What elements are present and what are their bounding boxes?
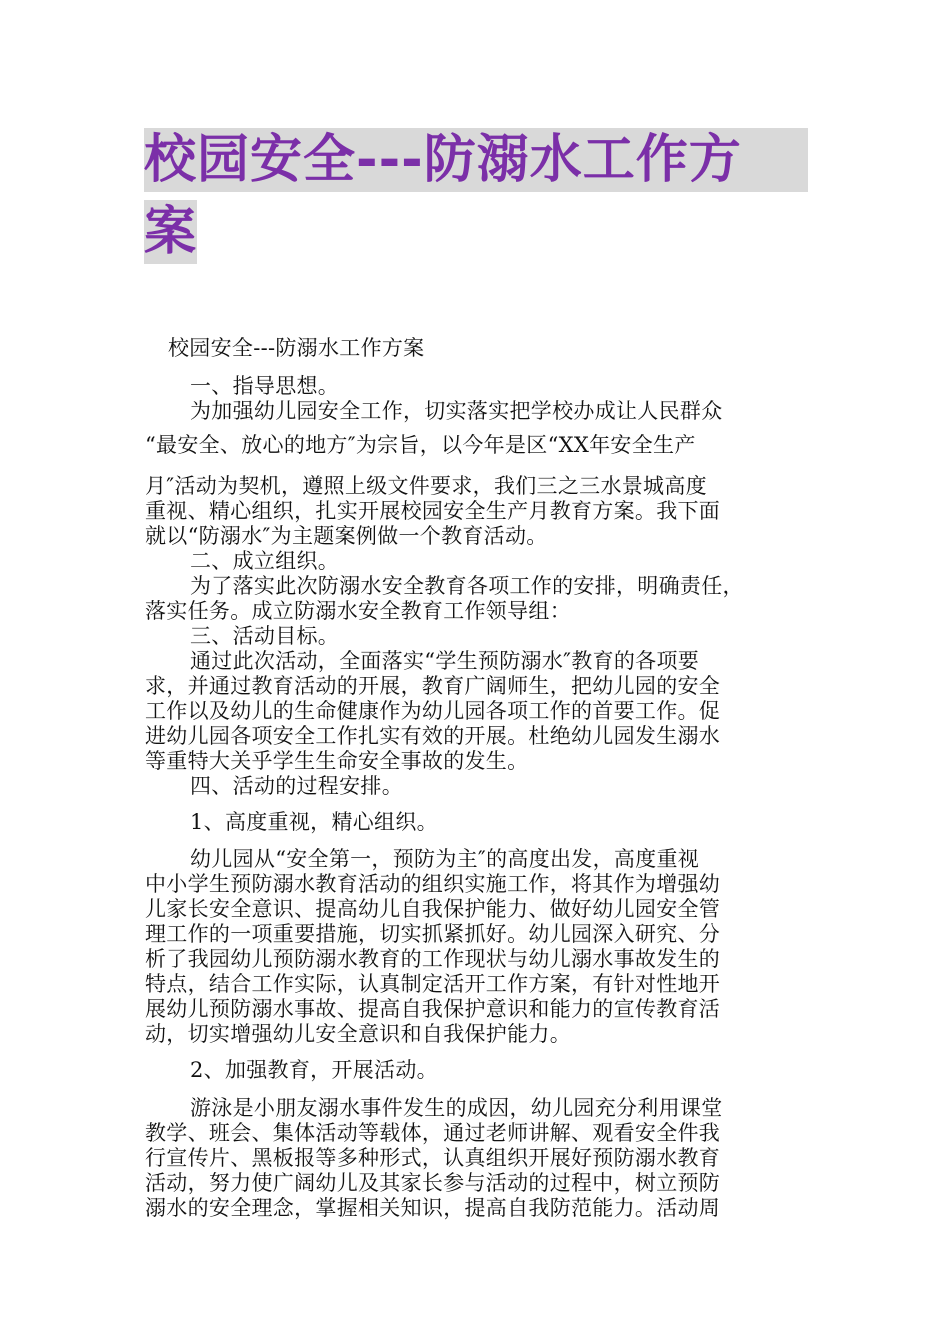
paragraph-1-line-4: 重视、精心组织，扎实开展校园安全生产月教育方案。我下面: [145, 499, 721, 523]
section-heading-2: 2、加强教育，开展活动。: [190, 1058, 438, 1082]
subtitle: 校园安全---防溺水工作方案: [168, 336, 425, 360]
title-line-2: 案: [144, 202, 198, 262]
heading-4: 四、活动的过程安排。: [190, 774, 403, 798]
title-line-1: 校园安全---防溺水工作方: [144, 128, 808, 192]
heading-3: 三、活动目标。: [190, 624, 340, 648]
paragraph-3-line-3: 工作以及幼儿的生命健康作为幼儿园各项工作的首要工作。促: [145, 699, 721, 723]
paragraph-5-line-1: 游泳是小朋友溺水事件发生的成因，幼儿园充分利用课堂: [190, 1096, 723, 1120]
paragraph-5-line-5: 溺水的安全理念，掌握相关知识，提高自我防范能力。活动周: [145, 1196, 721, 1220]
heading-1: 一、指导思想。: [190, 374, 340, 398]
paragraph-4-line-7: 展幼儿预防溺水事故、提高自我保护意识和能力的宣传教育活: [145, 997, 721, 1021]
section-heading-1: 1、高度重视，精心组织。: [190, 810, 438, 834]
paragraph-4-line-2: 中小学生预防溺水教育活动的组织实施工作，将其作为增强幼: [145, 872, 721, 896]
paragraph-1-line-1: 为加强幼儿园安全工作，切实落实把学校办成让人民群众: [190, 399, 723, 423]
paragraph-1-line-2: “最安全、放心的地方″为宗旨，以今年是区“XX年安全生产: [145, 433, 696, 457]
paragraph-4-line-6: 特点，结合工作实际，认真制定活开工作方案，有针对性地开: [145, 972, 721, 996]
paragraph-1-line-3: 月″活动为契机，遵照上级文件要求，我们三之三水景城高度: [145, 474, 707, 498]
paragraph-4-line-8: 动，切实增强幼儿安全意识和自我保护能力。: [145, 1022, 571, 1046]
paragraph-4-line-5: 析了我园幼儿预防溺水教育的工作现状与幼儿溺水事故发生的: [145, 947, 721, 971]
paragraph-4-line-4: 理工作的一项重要措施，切实抓紧抓好。幼儿园深入研究、分: [145, 922, 721, 946]
paragraph-1-line-5: 就以“防溺水″为主题案例做一个教育活动。: [145, 524, 548, 548]
document-title: [144, 128, 810, 268]
paragraph-4-line-3: 儿家长安全意识、提高幼儿自我保护能力、做好幼儿园安全管: [145, 897, 721, 921]
paragraph-3-line-2: 求，并通过教育活动的开展，教育广阔师生，把幼儿园的安全: [145, 674, 721, 698]
paragraph-5-line-4: 活动，努力使广阔幼儿及其家长参与活动的过程中，树立预防: [145, 1171, 721, 1195]
paragraph-5-line-3: 行宣传片、黑板报等多种形式，认真组织开展好预防溺水教育: [145, 1146, 721, 1170]
paragraph-3-line-4: 进幼儿园各项安全工作扎实有效的开展。杜绝幼儿园发生溺水: [145, 724, 721, 748]
paragraph-3-line-5: 等重特大关乎学生生命安全事故的发生。: [145, 749, 529, 773]
heading-2: 二、成立组织。: [190, 549, 340, 573]
paragraph-2-line-2: 落实任务。成立防溺水安全教育工作领导组：: [145, 599, 571, 623]
paragraph-2-line-1: 为了落实此次防溺水安全教育各项工作的安排，明确责任，: [190, 574, 744, 598]
paragraph-4-line-1: 幼儿园从“安全第一，预防为主″的高度出发，高度重视: [190, 847, 700, 871]
paragraph-3-line-1: 通过此次活动，全面落实“学生预防溺水″教育的各项要: [190, 649, 700, 673]
paragraph-5-line-2: 教学、班会、集体活动等载体，通过老师讲解、观看安全件我: [145, 1121, 721, 1145]
